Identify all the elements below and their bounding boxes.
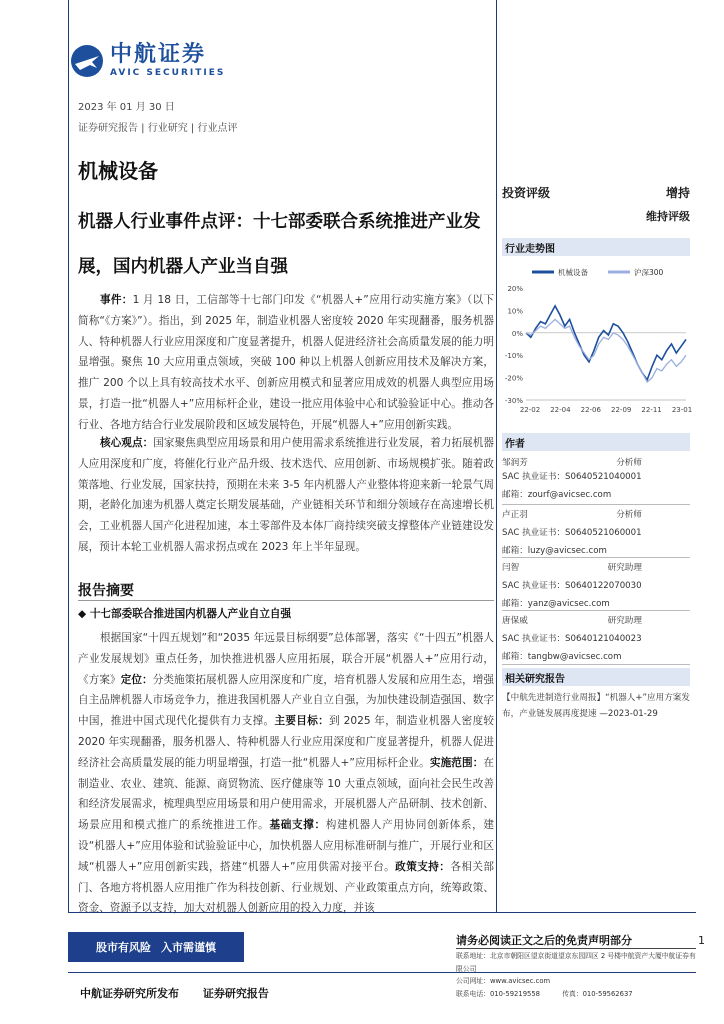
trend-chart-header: 行业走势图: [502, 238, 690, 256]
summary-paragraph: [78, 628, 494, 919]
x-tick-label: 22-02: [519, 406, 541, 414]
author-name: 卢正羽: [502, 510, 528, 520]
industry-trend-chart: [502, 262, 693, 420]
summary-text-f: 各相关部门、各地方将机器人应用推广作为科技创新、行业规划、产业政策重点方向，统筹政策、资金、资源予以支持，加大对机器人创新应用的投入力度，并该: [78, 860, 495, 915]
legend-label: 沪深300: [634, 268, 664, 277]
related-reports-header: 相关研究报告: [502, 668, 690, 686]
authors-header: 作者: [502, 433, 690, 451]
author-sac: SAC 执业证书：S0640521060001: [502, 528, 642, 538]
author-separator: [502, 610, 690, 611]
x-tick-label: 22-09: [611, 406, 632, 414]
risk-text: 股市有风险: [96, 941, 151, 954]
contact-phone: 联系电话：010-59219558: [456, 989, 541, 998]
disclaimer-rule: [456, 948, 696, 949]
author-role: 分析师: [616, 458, 642, 468]
report-category: 证券研究报告 | 行业研究 | 行业点评: [78, 123, 238, 134]
scope-label: 实施范围：: [429, 756, 484, 769]
right-border-line: [496, 0, 497, 912]
positioning-label: 定位：: [120, 673, 153, 686]
author-name: 唐保威: [502, 616, 528, 626]
x-tick-label: 22-04: [550, 406, 571, 414]
logo-chinese-name: 中航证券: [110, 42, 207, 67]
core-paragraph: [78, 433, 494, 558]
y-tick-label: -20%: [504, 374, 523, 383]
support-label: 基础支撑：: [269, 819, 326, 832]
report-date: 2023 年 01 月 30 日: [78, 102, 175, 113]
summary-section-title: 报告摘要: [78, 583, 134, 599]
author-entry: [502, 614, 690, 664]
core-label: 核心观点：: [100, 437, 154, 449]
author-email[interactable]: 邮箱：yanz@avicsec.com: [502, 599, 610, 609]
author-separator: [502, 664, 690, 665]
series-line-machinery: [526, 306, 686, 380]
author-separator: [502, 504, 690, 505]
company-logo: [70, 44, 225, 78]
author-separator: [502, 557, 690, 558]
author-entry: [502, 456, 690, 502]
x-tick-label: 23-01: [671, 406, 693, 414]
summary-text-e: 构建机器人产用协同创新体系，建设“机器人+”应用体验和试验验证中心，加快机器人应用标准研制与推广，开展行业和区域“机器人+”应用创新实践，搭建“机器人+”应用供需对接平台。: [78, 819, 495, 873]
rating-value: 增持: [665, 186, 690, 200]
contact-fax: 传真：010-59562637: [562, 989, 633, 998]
series-line-csi300: [526, 319, 686, 382]
y-tick-label: 0%: [511, 329, 523, 338]
investment-rating: [502, 184, 690, 201]
contact-phone-fax: [456, 988, 696, 1001]
summary-text-a: 根据国家“十四五规划”和“2035 年远景目标纲要”总体部署，落实《“十四五”机器人产业发展规划》重点任务，加快推进机器人应用拓展，联合开展“机器人+”应用行动，《方案》: [78, 632, 494, 686]
author-role: 研究助理: [607, 563, 642, 573]
plane-logo-icon: [70, 44, 104, 78]
summary-text-b: 分类施策拓展机器人应用深度和广度，培育机器人发展和应用生态，增强自主品牌机器人市场竞争力，推进我国机器人产业自立自强，为加快建设制造强国、数字中国，推进中国式现代化提供有力支撑。: [78, 673, 495, 728]
page-number: 1: [698, 934, 705, 947]
risk-warning-banner: [68, 932, 244, 962]
summary-bullet-title: ◆ 十七部委联合推进国内机器人产业自立自强: [78, 608, 292, 620]
sector-name: 机械设备: [78, 159, 158, 183]
y-tick-label: -30%: [504, 397, 523, 405]
contact-info: [456, 950, 696, 1000]
related-report-item[interactable]: 【中航先进制造行业周报】“机器人+”应用方案发布，产业链发展再度提速 —2023-01-29: [502, 693, 690, 719]
rating-maintained: 维持评级: [646, 210, 690, 223]
logo-english-name: AVIC SECURITIES: [110, 68, 226, 78]
author-role: 分析师: [616, 510, 642, 520]
core-text: 国家聚焦典型应用场景和用户使用需求系统推进行业发展，着力拓展机器人应用深度和广度，将催化行业产品升级、技术迭代、应用创新、市场规模扩张。随着政策落地、行业发展，国家扶持，预期在未来 3-5 年内机器人产业整体将迎来新一轮景气周期，老龄化加速为机器人奠定长期发展基础，产业链相关环节和细分领域存在高速增长机会，工业机器人国产化进程加速，本土零部件及本体厂商持续突破支撑整体产业链建设发展，预计本轮工业机器人需求拐点或在 2023 年上半年显现。: [78, 437, 495, 553]
author-sac: SAC 执业证书：S0640121040023: [502, 634, 642, 644]
author-entry: [502, 561, 690, 611]
disclaimer-title: 请务必阅读正文之后的免责声明部分: [456, 934, 632, 947]
publisher-name: 中航证券研究所发布: [80, 987, 179, 1000]
author-role: 研究助理: [607, 616, 642, 626]
author-sac: SAC 执业证书：S0640521040001: [502, 472, 642, 482]
y-tick-label: 20%: [507, 285, 523, 293]
y-tick-label: -10%: [504, 352, 523, 361]
left-border-line: [68, 0, 69, 912]
author-email[interactable]: 邮箱：zourf@avicsec.com: [502, 490, 612, 500]
event-paragraph: [78, 290, 494, 436]
report-type: 证券研究报告: [202, 987, 269, 1000]
author-email[interactable]: 邮箱：luzy@avicsec.com: [502, 546, 607, 556]
summary-text-d: 在制造业、农业、建筑、能源、商贸物流、医疗健康等 10 大重点领域，面向社会民生改善和经济发展需求，梳理典型应用场景和用户使用需求，开展机器人产品研制、技术创新、场景应用和模式推广的系统推进工作。: [78, 756, 495, 832]
author-email[interactable]: 邮箱：tangbw@avicsec.com: [502, 652, 622, 662]
goal-label: 主要目标：: [274, 715, 330, 728]
author-sac: SAC 执业证书：S0640122070030: [502, 581, 642, 591]
publisher-line: [80, 985, 269, 1001]
report-title: 机器人行业事件点评：十七部委联合系统推进产业发展，国内机器人产业当自强: [78, 212, 481, 277]
summary-text-c: 到 2025 年，制造业机器人密度较 2020 年实现翻番，服务机器人、特种机器人行业应用深度和广度显著提升，机器人促进经济社会高质量发展的能力明显增强，打造一批“机器人+”应用标杆企业。: [78, 715, 495, 769]
author-name: 闫智: [502, 563, 520, 573]
x-tick-label: 22-11: [641, 406, 662, 414]
author-name: 邹润芳: [502, 458, 528, 468]
x-tick-label: 22-06: [580, 406, 601, 414]
y-tick-label: 10%: [507, 307, 523, 316]
legend-label: 机械设备: [558, 268, 588, 277]
author-entry: [502, 508, 690, 558]
policy-label: 政策支持：: [395, 860, 451, 873]
event-text: 1 月 18 日，工信部等十七部门印发《“机器人+”应用行动实施方案》（以下简称“《方案》”）。指出，到 2025 年，制造业机器人密度较 2020 年实现翻番，服务机器人、特种机器人行业应用深度和广度显著提升，机器人促进经济社会高质量发展的能力明显增强。聚焦 10 大应用重点领域，突破 100 种以上机器人创新应用技术及解决方案，推广 200 个以上具有较高技术水平、创新应用模式和显著应用成效的机器人典型应用场景，打造一批“机器人+”应用标杆企业，建设一批应用体验中心和试验验证中心。推动各行业、各地方结合行业发展阶段和区域发展特色，开展“机器人+”应用创新实践。: [78, 294, 494, 431]
event-label: 事件：: [100, 294, 133, 306]
rating-label: 投资评级: [502, 186, 551, 200]
summary-rule: [78, 600, 494, 601]
contact-address: 联系地址：北京市朝阳区望京街道望京东园四区 2 号楼中航资产大厦中航证券有限公司: [456, 952, 696, 973]
contact-website[interactable]: 公司网址：www.avicsec.com: [456, 977, 551, 985]
caution-text: 入市需谨慎: [161, 941, 216, 954]
